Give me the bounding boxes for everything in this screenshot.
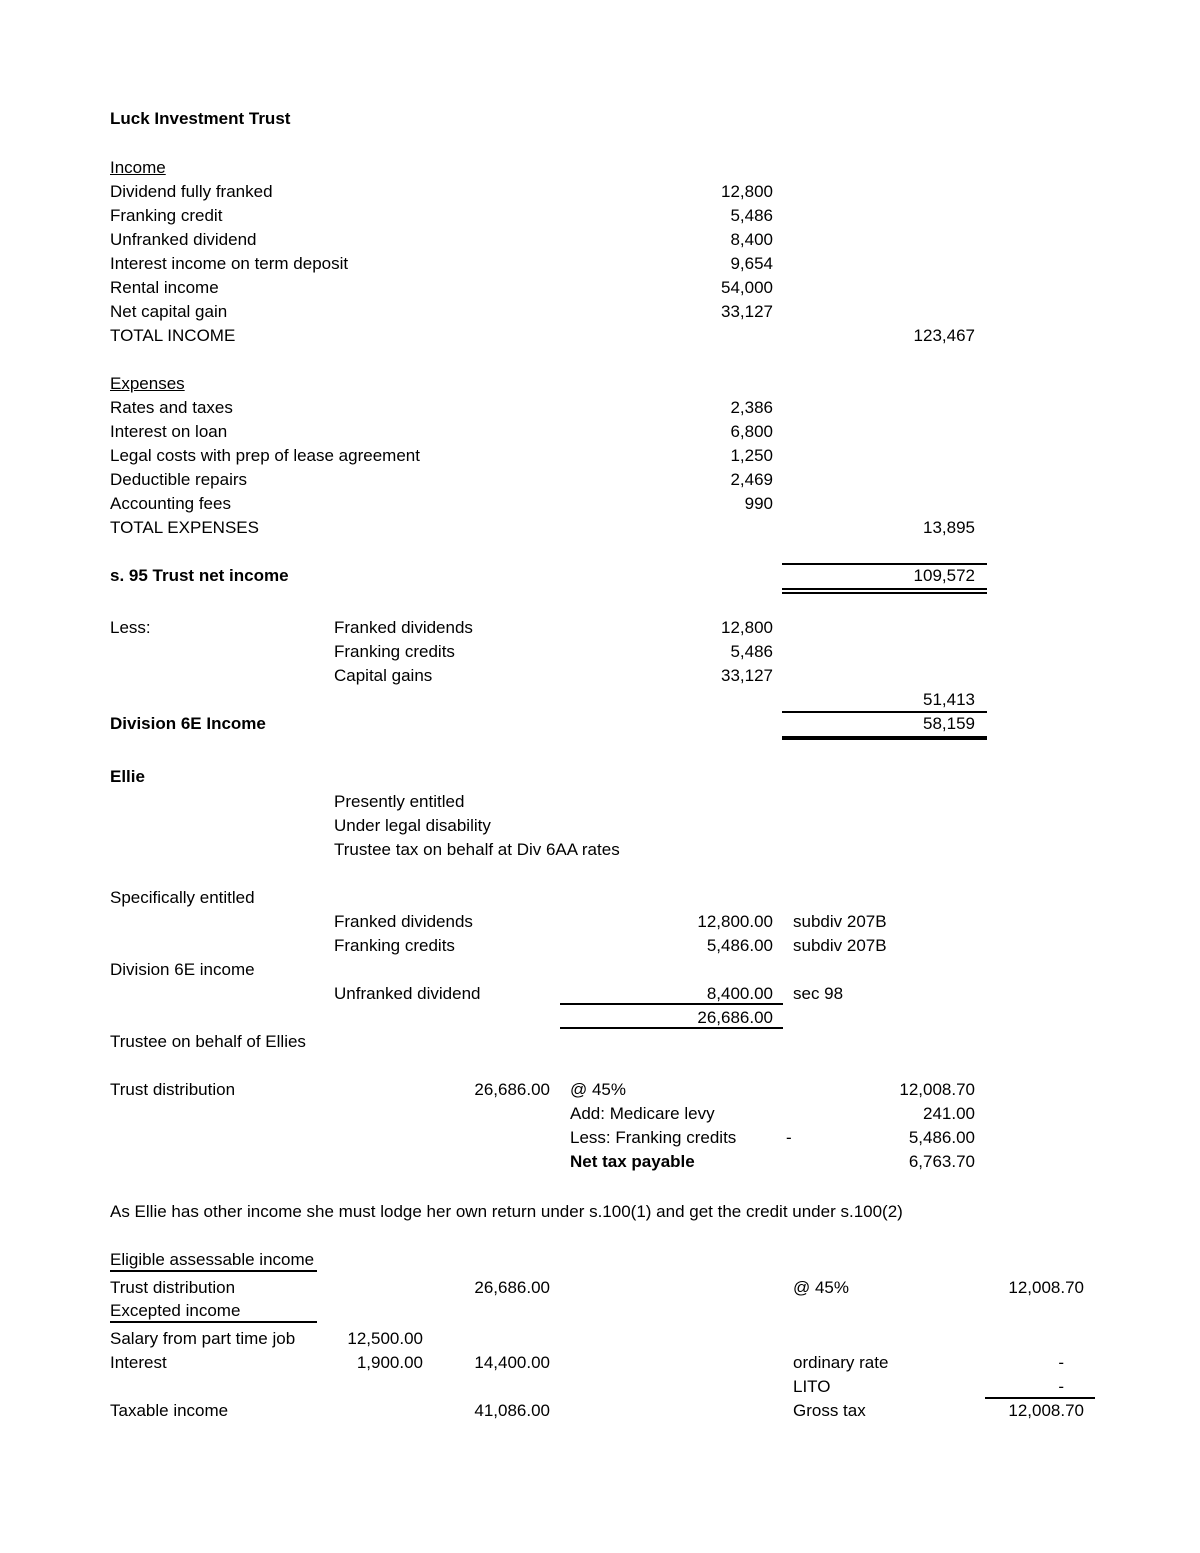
gross-tax-rule <box>985 1397 1095 1399</box>
income-heading: Income <box>110 158 166 177</box>
lito-label: LITO <box>793 1377 831 1396</box>
income-item-value: 54,000 <box>721 278 773 297</box>
income-item-value: 8,400 <box>730 230 773 249</box>
ellie-note: Presently entitled <box>334 792 465 811</box>
trust-distribution-amount: 26,686.00 <box>474 1080 550 1099</box>
ordinary-rate-value: - <box>1058 1353 1064 1372</box>
ellie-note: Under legal disability <box>334 816 491 835</box>
income-item-value: 12,800 <box>721 182 773 201</box>
total-income-value: 123,467 <box>913 326 975 345</box>
total-expenses-label: TOTAL EXPENSES <box>110 518 259 537</box>
interest-label: Interest <box>110 1353 167 1372</box>
top-border-rule <box>782 563 987 565</box>
lodgement-note: As Ellie has other income she must lodge her own return under s.100(1) and get the credit under s.100(2) <box>110 1202 903 1221</box>
less-label: Less: <box>110 618 151 637</box>
interest-value: 1,900.00 <box>356 1353 423 1372</box>
div6e-item-ref: sec 98 <box>793 984 844 1003</box>
income-item-label: Rental income <box>110 278 219 297</box>
gross-tax-label: Gross tax <box>793 1401 866 1420</box>
tax-row-label: Add: Medicare levy <box>570 1104 715 1123</box>
specific-item-label: Franked dividends <box>334 912 473 931</box>
ordinary-rate-label: ordinary rate <box>793 1353 889 1372</box>
tax-row-label: @ 45% <box>570 1080 627 1099</box>
income-item-label: Net capital gain <box>110 302 228 321</box>
specifically-entitled-label: Specifically entitled <box>110 888 255 907</box>
expense-item-label: Interest on loan <box>110 422 228 441</box>
ellie-subtotal: 26,686.00 <box>697 1008 773 1027</box>
income-item-label: Unfranked dividend <box>110 230 257 249</box>
tax-row-label: Less: Franking credits <box>570 1128 737 1147</box>
less-item-label: Capital gains <box>334 666 433 685</box>
div6e-item-value: 8,400.00 <box>706 984 773 1003</box>
taxable-income-value: 41,086.00 <box>474 1401 550 1420</box>
net-income-value: 109,572 <box>913 566 975 585</box>
div6e-income-label: Division 6E income <box>110 960 255 979</box>
expense-item-value: 6,800 <box>730 422 773 441</box>
total-expenses-value: 13,895 <box>923 518 975 537</box>
specific-item-value: 5,486.00 <box>706 936 773 955</box>
page-title: Luck Investment Trust <box>110 109 291 128</box>
expense-item-label: Legal costs with prep of lease agreement <box>110 446 420 465</box>
excepted-heading: Excepted income <box>110 1301 241 1320</box>
tax-row-value: 12,008.70 <box>899 1080 975 1099</box>
income-item-value: 9,654 <box>730 254 773 273</box>
net-tax-label: Net tax payable <box>570 1152 695 1171</box>
expense-item-value: 1,250 <box>730 446 773 465</box>
ellie-subtotal-rule <box>560 1027 783 1029</box>
less-item-value: 33,127 <box>721 666 773 685</box>
expense-item-value: 2,386 <box>730 398 773 417</box>
excepted-total: 14,400.00 <box>474 1353 550 1372</box>
eligible-heading-rule <box>110 1270 317 1272</box>
gross-tax-value: 12,008.70 <box>1008 1401 1084 1420</box>
expense-item-value: 2,469 <box>730 470 773 489</box>
eligible-heading: Eligible assessable income <box>110 1250 315 1269</box>
eligible-rate-value: 12,008.70 <box>1008 1278 1084 1297</box>
income-item-label: Franking credit <box>110 206 223 225</box>
salary-label: Salary from part time job <box>110 1329 296 1348</box>
less-item-label: Franked dividends <box>334 618 473 637</box>
less-total-value: 51,413 <box>923 690 975 709</box>
eligible-rate-label: @ 45% <box>793 1278 850 1297</box>
salary-value: 12,500.00 <box>347 1329 423 1348</box>
income-item-label: Interest income on term deposit <box>110 254 349 273</box>
specific-item-ref: subdiv 207B <box>793 936 887 955</box>
tax-row-value: 241.00 <box>923 1104 975 1123</box>
expenses-heading: Expenses <box>110 374 185 393</box>
less-item-value: 5,486 <box>730 642 773 661</box>
div6e-label: Division 6E Income <box>110 714 266 733</box>
thick-total-rule <box>782 736 987 740</box>
eligible-trust-label: Trust distribution <box>110 1278 236 1297</box>
excepted-heading-rule <box>110 1321 317 1323</box>
lito-value: - <box>1058 1377 1064 1396</box>
income-item-value: 5,486 <box>730 206 773 225</box>
double-rule-upper <box>782 588 987 590</box>
eligible-trust-amount: 26,686.00 <box>474 1278 550 1297</box>
less-item-label: Franking credits <box>334 642 455 661</box>
total-income-label: TOTAL INCOME <box>110 326 236 345</box>
specific-item-value: 12,800.00 <box>697 912 773 931</box>
taxable-income-label: Taxable income <box>110 1401 229 1420</box>
trust-distribution-label: Trust distribution <box>110 1080 236 1099</box>
expense-item-value: 990 <box>744 494 773 513</box>
less-item-value: 12,800 <box>721 618 773 637</box>
subtotal-rule <box>782 711 987 713</box>
expense-item-label: Deductible repairs <box>110 470 248 489</box>
expense-item-label: Rates and taxes <box>110 398 233 417</box>
income-item-value: 33,127 <box>721 302 773 321</box>
trustee-label: Trustee on behalf of Ellies <box>110 1032 306 1051</box>
specific-item-label: Franking credits <box>334 936 455 955</box>
ellie-note: Trustee tax on behalf at Div 6AA rates <box>334 840 620 859</box>
net-tax-value: 6,763.70 <box>908 1152 975 1171</box>
div6e-item-label: Unfranked dividend <box>334 984 481 1003</box>
expense-item-label: Accounting fees <box>110 494 231 513</box>
ellie-heading: Ellie <box>110 767 145 786</box>
specific-item-ref: subdiv 207B <box>793 912 887 931</box>
income-item-label: Dividend fully franked <box>110 182 273 201</box>
tax-row-sign: - <box>786 1128 792 1147</box>
div6e-value: 58,159 <box>923 714 975 733</box>
net-income-label: s. 95 Trust net income <box>110 566 289 585</box>
tax-row-value: 5,486.00 <box>908 1128 975 1147</box>
double-rule-lower <box>782 592 987 594</box>
